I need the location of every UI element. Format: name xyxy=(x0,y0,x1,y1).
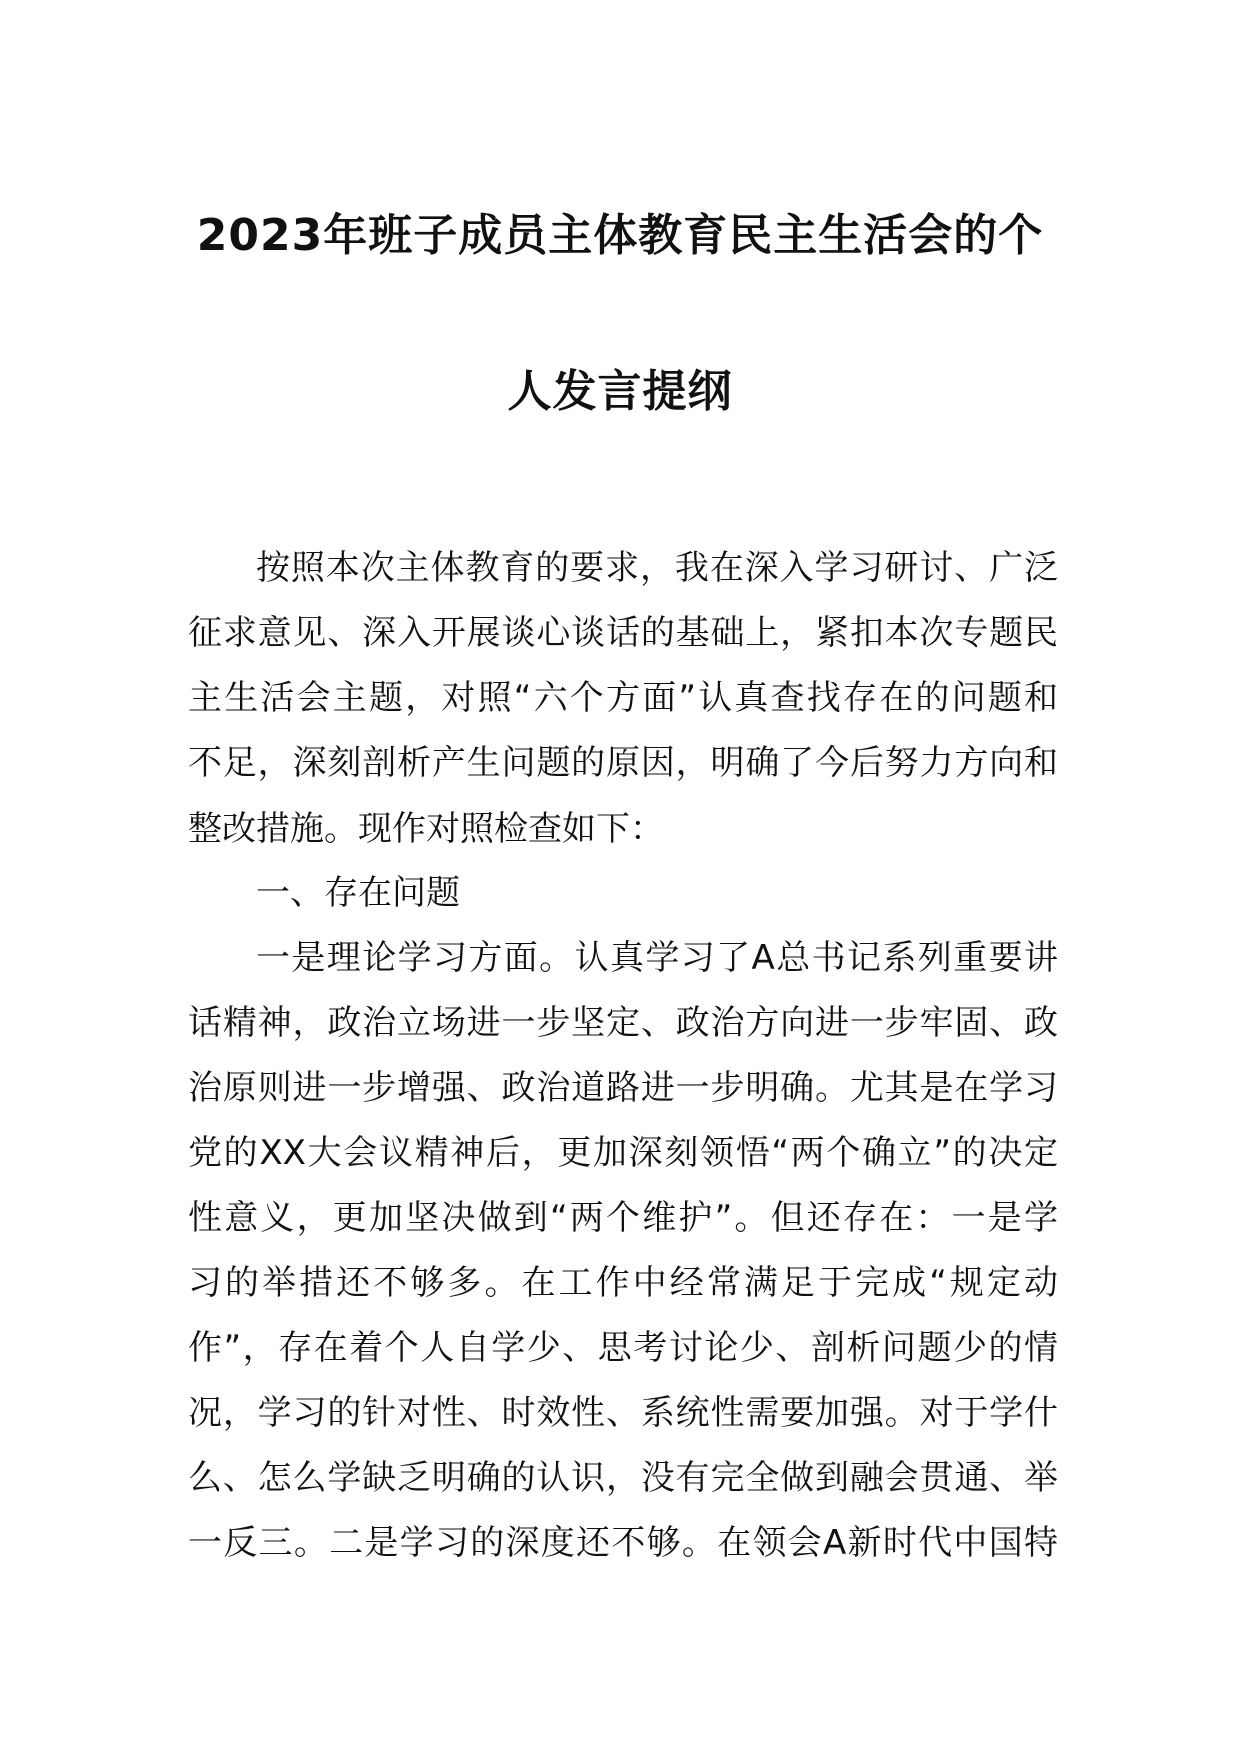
body-line: 习的举措还不够多。在工作中经常满足于完成“规定动 xyxy=(188,1263,1058,1303)
body-line: 一是理论学习方面。认真学习了A总书记系列重要讲 xyxy=(256,938,1058,978)
body-line: 性意义，更加坚决做到“两个维护”。但还存在：一是学 xyxy=(188,1198,1058,1238)
body-line: 征求意见、深入开展谈心谈话的基础上，紧扣本次专题民 xyxy=(188,613,1058,653)
body-line: 一反三。二是学习的深度还不够。在领会A新时代中国特 xyxy=(188,1523,1058,1563)
body-line: 治原则进一步增强、政治道路进一步明确。尤其是在学习 xyxy=(188,1068,1058,1108)
body-line: 况，学习的针对性、时效性、系统性需要加强。对于学什 xyxy=(188,1393,1058,1433)
body-line: 话精神，政治立场进一步坚定、政治方向进一步牢固、政 xyxy=(188,1003,1058,1043)
body-line: 主生活会主题，对照“六个方面”认真查找存在的问题和 xyxy=(188,678,1058,718)
body-line: 么、怎么学缺乏明确的认识，没有完全做到融会贯通、举 xyxy=(188,1458,1058,1498)
body-line: 党的XX大会议精神后，更加深刻领悟“两个确立”的决定 xyxy=(188,1133,1058,1173)
body-line: 作”，存在着个人自学少、思考讨论少、剖析问题少的情 xyxy=(188,1328,1058,1368)
body-line: 不足，深刻剖析产生问题的原因，明确了今后努力方向和 xyxy=(188,743,1058,783)
body-line: 按照本次主体教育的要求，我在深入学习研讨、广泛 xyxy=(256,548,1058,588)
document-title-line-2: 人发言提纲 xyxy=(507,366,733,417)
section-heading: 一、存在问题 xyxy=(256,873,460,913)
body-line: 整改措施。现作对照检查如下： xyxy=(188,809,664,849)
document-title-line-1: 2023年班子成员主体教育民主生活会的个 xyxy=(196,210,1044,261)
